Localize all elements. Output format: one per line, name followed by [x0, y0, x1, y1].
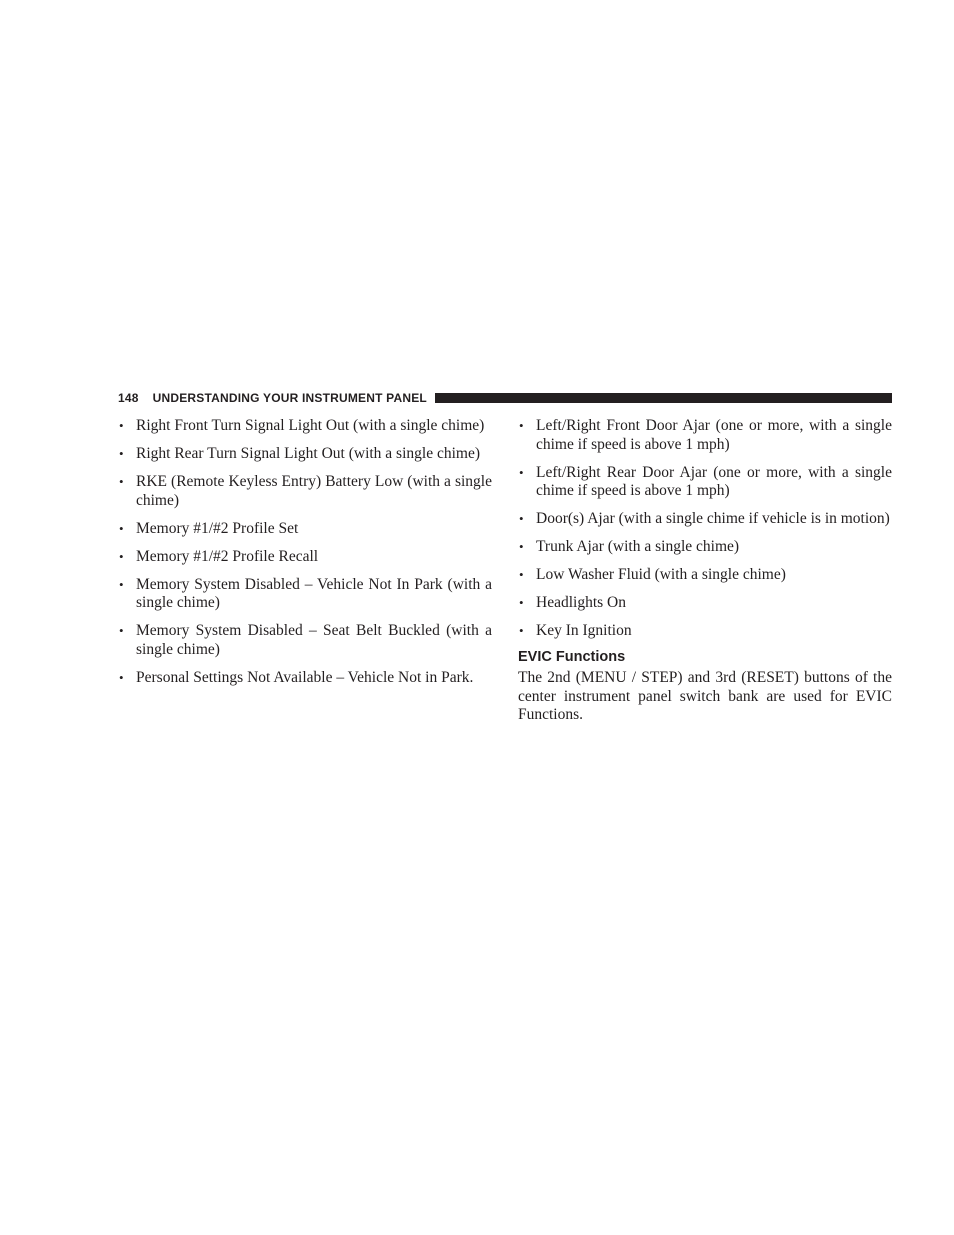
list-item-text: RKE (Remote Keyless Entry) Battery Low (with a single chime) [136, 473, 492, 509]
bullet-icon: • [119, 576, 124, 592]
list-item-text: Right Rear Turn Signal Light Out (with a single chime) [136, 445, 480, 462]
list-item [118, 473, 492, 510]
list-item-text: Key In Ignition [536, 622, 632, 639]
right-column [518, 417, 892, 725]
bullet-icon: • [519, 623, 524, 638]
bullet-icon: • [119, 548, 124, 564]
list-item [518, 417, 892, 454]
list-item-text: Headlights On [536, 594, 626, 611]
list-item [118, 445, 492, 464]
bullet-icon: • [519, 567, 524, 582]
body-paragraph: The 2nd (MENU / STEP) and 3rd (RESET) buttons of the center instrument panel switch bank are used for EVIC Functions. [518, 669, 892, 723]
list-item [518, 464, 892, 501]
list-item [518, 510, 892, 529]
list-item-text: Left/Right Front Door Ajar (one or more, with a single chime if speed is above 1 mph) [536, 417, 892, 453]
list-item [518, 566, 892, 585]
list-item [118, 669, 492, 688]
list-item-text: Trunk Ajar (with a single chime) [536, 538, 740, 555]
list-item-text: Memory #1/#2 Profile Recall [136, 547, 319, 565]
list-item [118, 576, 492, 613]
page-header [118, 390, 892, 406]
list-item-text: Memory #1/#2 Profile Set [136, 519, 299, 537]
bullet-icon: • [519, 511, 524, 526]
bullet-icon: • [119, 520, 124, 536]
list-item-text: Memory System Disabled – Vehicle Not In Park (with a single chime) [136, 575, 492, 611]
section-subheading: EVIC Functions [518, 649, 626, 665]
bullet-icon: • [519, 464, 524, 480]
list-item [518, 594, 892, 613]
bullet-icon: • [119, 418, 124, 433]
bullet-icon: • [119, 669, 124, 685]
list-item-text: Right Front Turn Signal Light Out (with a single chime) [136, 417, 485, 434]
list-item-text: Personal Settings Not Available – Vehicle Not in Park. [136, 668, 474, 686]
page-number: 148 [118, 391, 139, 405]
bullet-icon: • [119, 623, 124, 638]
bullet-icon: • [119, 474, 124, 489]
bullet-icon: • [119, 446, 124, 461]
header-rule [435, 393, 892, 403]
right-bullet-list [518, 417, 892, 641]
list-item-text: Low Washer Fluid (with a single chime) [536, 566, 786, 583]
left-bullet-list [118, 417, 492, 687]
list-item [118, 520, 492, 539]
bullet-icon: • [519, 418, 524, 433]
list-item [118, 622, 492, 659]
list-item-text: Left/Right Rear Door Ajar (one or more, with a single chime if speed is above 1 mph) [536, 463, 892, 499]
list-item [118, 417, 492, 436]
list-item-text: Memory System Disabled – Seat Belt Buckled (with a single chime) [136, 622, 492, 658]
list-item [118, 548, 492, 567]
list-item [518, 622, 892, 641]
list-item [518, 538, 892, 557]
section-title: UNDERSTANDING YOUR INSTRUMENT PANEL [152, 391, 427, 405]
bullet-icon: • [519, 595, 524, 610]
list-item-text: Door(s) Ajar (with a single chime if vehicle is in motion) [536, 510, 890, 527]
left-column [118, 417, 492, 697]
bullet-icon: • [519, 539, 524, 554]
